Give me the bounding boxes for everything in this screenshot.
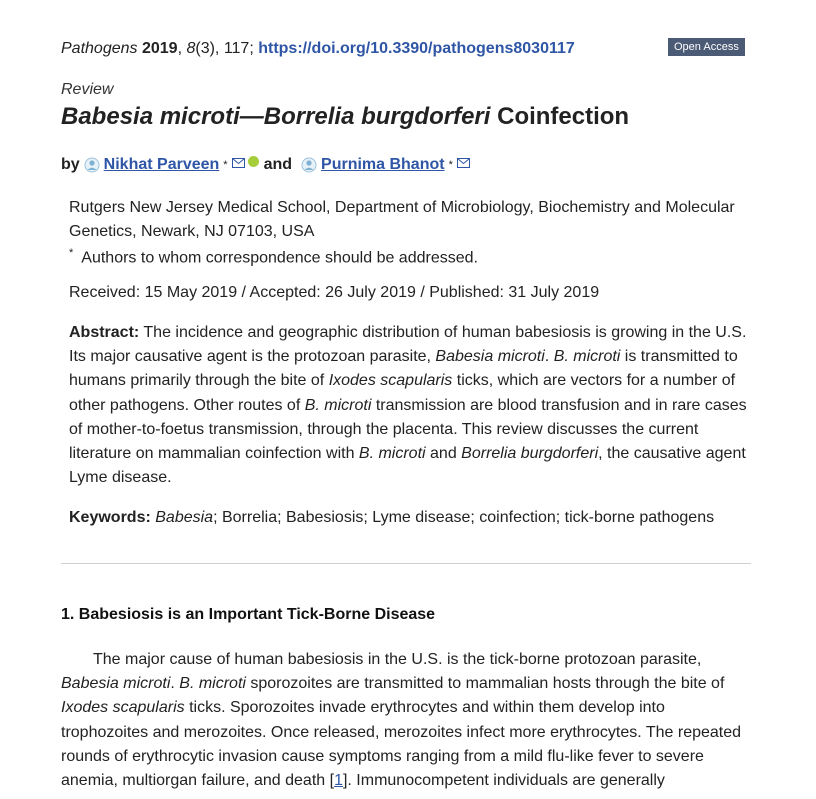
by-label: by bbox=[61, 156, 80, 173]
article-title bbox=[61, 103, 629, 131]
corr-star: * bbox=[69, 247, 74, 259]
email-icon[interactable] bbox=[457, 155, 470, 165]
corr-text: Authors to whom correspondence should be addressed. bbox=[81, 249, 478, 267]
author-mark: * bbox=[448, 159, 453, 171]
open-access-badge[interactable]: Open Access bbox=[668, 38, 745, 56]
author-profile-icon[interactable] bbox=[84, 157, 100, 173]
orcid-icon[interactable] bbox=[248, 156, 259, 167]
affiliation: Rutgers New Jersey Medical School, Department of Microbiology, Biochemistry and Molecular Genetics, Newark, NJ 07103, USA bbox=[69, 199, 735, 240]
keyword-babesia: Babesia bbox=[155, 509, 214, 526]
author-list bbox=[61, 156, 470, 174]
abstract-label: Abstract: bbox=[69, 324, 140, 341]
section-body: The major cause of human babesiosis in the U.S. is the tick-borne protozoan parasite, Babesia microti. B. microti sporozoites are transmitted to mammalian hosts through the bite of Ixodes scapularis ticks. Sporozoites invade erythrocytes and within them develop into trophozoites and merozoites. Once released, merozoites infect more erythrocytes. The repeated rounds of erythrocytic invasion cause symptoms ranging from a mild flu-like fever to severe anemia, multiorgan failure, and death [1]. Immunocompetent individuals are generally bbox=[61, 651, 742, 790]
citation-issue: (3) bbox=[195, 40, 215, 57]
author-link-bhanot[interactable]: Purnima Bhanot bbox=[321, 156, 445, 173]
abstract: Abstract: The incidence and geographic distribution of human babesiosis is growing in the U.S. Its major causative agent is the protozoan parasite, Babesia microti. B. microti is transmitted to humans primarily through the bite of Ixodes scapularis ticks, which are vectors for a number of other pathogens. Other routes of B. microti transmission are blood transfusion and in rare cases of mother-to-foetus transmission, through the placenta. This review discusses the current literature on mammalian coinfection with B. microti and Borrelia burgdorferi, the causative agent Lyme disease. bbox=[69, 324, 747, 487]
journal-name: Pathogens bbox=[61, 40, 138, 57]
divider bbox=[61, 563, 751, 564]
correspondence-note bbox=[69, 247, 478, 267]
article-type: Review bbox=[61, 81, 114, 98]
reference-link[interactable]: 1 bbox=[334, 772, 343, 790]
citation-volume: 8 bbox=[186, 40, 196, 57]
citation-year: 2019 bbox=[141, 40, 178, 57]
doi-link[interactable]: https://doi.org/10.3390/pathogens8030117 bbox=[258, 40, 575, 57]
author-link-parveen[interactable]: Nikhat Parveen bbox=[103, 156, 220, 173]
keywords-label: Keywords: bbox=[69, 509, 151, 526]
email-icon[interactable] bbox=[232, 155, 245, 165]
publication-dates: Received: 15 May 2019 / Accepted: 26 July 2019 / Published: 31 July 2019 bbox=[69, 284, 600, 301]
title-italic: Babesia microti—Borrelia burgdorferi bbox=[61, 103, 491, 130]
section-heading: 1. Babesiosis is an Important Tick-Borne Disease bbox=[61, 606, 436, 623]
author-profile-icon[interactable] bbox=[301, 157, 317, 173]
citation-article: , 117; bbox=[214, 40, 259, 57]
keywords bbox=[69, 509, 714, 527]
title-plain: Coinfection bbox=[490, 103, 630, 130]
author-mark: * bbox=[223, 159, 228, 171]
citation-line: Pathogens 2019, 8(3), 117; https://doi.org/10.3390/pathogens8030117 bbox=[61, 40, 575, 57]
keywords-rest: ; Borrelia; Babesiosis; Lyme disease; coinfection; tick-borne pathogens bbox=[213, 509, 715, 526]
and-label: and bbox=[263, 156, 293, 173]
